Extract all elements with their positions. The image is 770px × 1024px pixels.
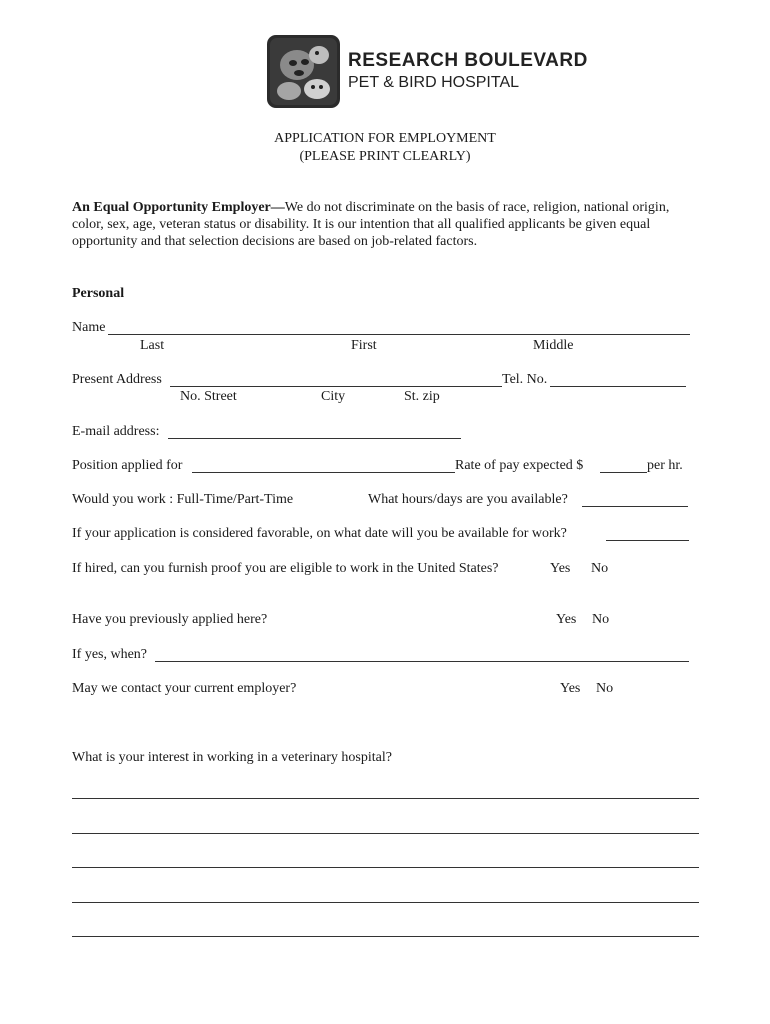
eligibility-no-option[interactable]: No — [591, 561, 609, 576]
address-stzip-caption: St. zip — [404, 389, 440, 404]
logo-name-line2: PET & BIRD HOSPITAL — [348, 74, 520, 91]
rate-field[interactable] — [600, 472, 647, 473]
applied-yes-option[interactable]: Yes — [556, 612, 577, 627]
interest-answer-line[interactable] — [72, 867, 699, 868]
name-field[interactable] — [108, 334, 690, 335]
name-label: Name — [72, 320, 106, 335]
form-title: APPLICATION FOR EMPLOYMENT — [274, 131, 496, 146]
tel-label: Tel. No. — [502, 372, 548, 387]
form-subtitle: (PLEASE PRINT CLEARLY) — [299, 149, 471, 164]
interest-answer-line[interactable] — [72, 936, 699, 937]
contact-employer-label: May we contact your current employer? — [72, 681, 297, 696]
address-city-caption: City — [321, 389, 346, 404]
logo-name-line1: RESEARCH BOULEVARD — [348, 50, 588, 71]
hours-field[interactable] — [582, 506, 688, 507]
section-personal: Personal — [72, 286, 125, 301]
contact-no-option[interactable]: No — [596, 681, 614, 696]
name-last-caption: Last — [140, 338, 165, 353]
tel-field[interactable] — [550, 386, 686, 387]
applied-no-option[interactable]: No — [592, 612, 610, 627]
applied-when-label: If yes, when? — [72, 647, 148, 662]
hours-label: What hours/days are you available? — [368, 492, 568, 507]
logo-mark — [267, 35, 340, 108]
rate-suffix: per hr. — [647, 458, 683, 473]
work-type-label: Would you work : Full-Time/Part-Time — [72, 492, 294, 507]
interest-answer-line[interactable] — [72, 902, 699, 903]
contact-yes-option[interactable]: Yes — [560, 681, 581, 696]
name-first-caption: First — [351, 338, 377, 353]
eligibility-yes-option[interactable]: Yes — [550, 561, 571, 576]
email-label: E-mail address: — [72, 424, 160, 439]
email-field[interactable] — [168, 438, 461, 439]
interest-question: What is your interest in working in a veterinary hospital? — [72, 750, 392, 765]
position-label: Position applied for — [72, 458, 183, 473]
interest-answer-line[interactable] — [72, 798, 699, 799]
eeo-lead: An Equal Opportunity Employer— — [72, 200, 285, 215]
previously-applied-label: Have you previously applied here? — [72, 612, 268, 627]
position-field[interactable] — [192, 472, 455, 473]
available-date-field[interactable] — [606, 540, 689, 541]
applied-when-field[interactable] — [155, 661, 689, 662]
address-label: Present Address — [72, 372, 162, 387]
name-middle-caption: Middle — [533, 338, 574, 353]
address-street-caption: No. Street — [180, 389, 237, 404]
rate-label: Rate of pay expected $ — [455, 458, 584, 473]
available-date-label: If your application is considered favorable, on what date will you be available for work? — [72, 526, 567, 541]
eeo-statement — [72, 199, 692, 250]
interest-answer-line[interactable] — [72, 833, 699, 834]
eeo-text: We do not discriminate on the basis of race, religion, national origin, color, sex, age, veteran status or disability. It is our intention that all qualified applicants be given equal opportunity and that selection decisions are based on job-related factors. — [72, 200, 670, 249]
address-field[interactable] — [170, 386, 502, 387]
eligibility-label: If hired, can you furnish proof you are eligible to work in the United States? — [72, 561, 499, 576]
